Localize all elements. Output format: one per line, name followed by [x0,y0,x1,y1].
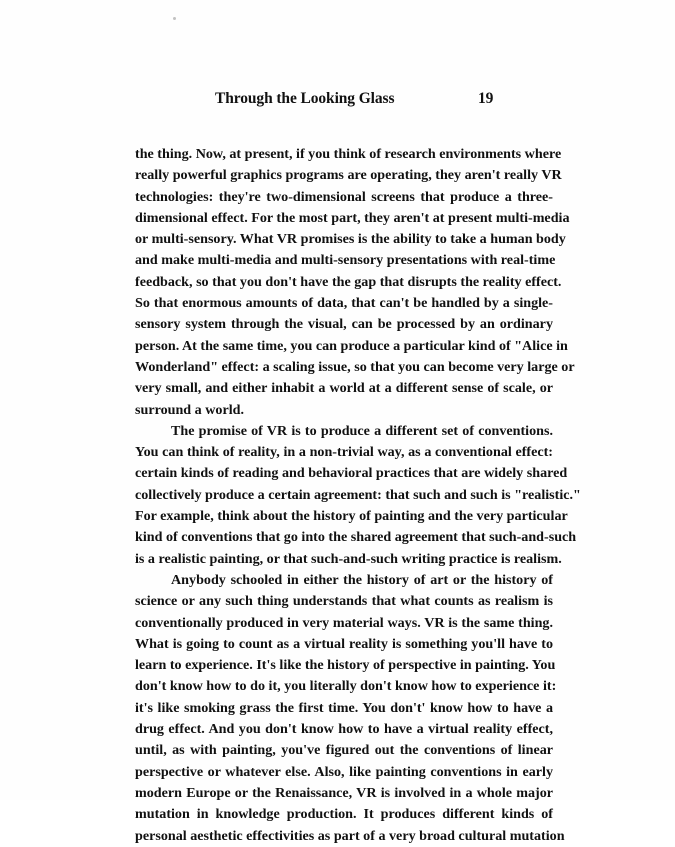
text-line: modern Europe or the Renaissance, VR is involved in a whole major [135,784,553,801]
text-line: Wonderland" effect: a scaling issue, so that you can become very large or [135,358,575,375]
text-line: and make multi-media and multi-sensory presentations with real-time [135,252,556,269]
paragraph-1 [135,144,575,421]
text-line: perspective or whatever else. Also, like painting conventions in early [135,763,553,780]
text-line: For example, think about the history of painting and the very particular [135,508,568,525]
running-head [215,90,495,114]
text-line: What is going to count as a virtual reality is something you'll have to [135,635,553,652]
text-line: collectively produce a certain agreement: that such and such is "realistic." [135,486,581,503]
text-line: kind of conventions that go into the shared agreement that such-and-such [135,529,577,546]
text-line: personal aesthetic effectivities as part of a very broad cultural mutation [135,827,565,844]
text-line: really powerful graphics programs are operating, they aren't really VR [135,167,562,184]
text-line: is a realistic painting, or that such-and-such writing practice is realism. [135,550,562,567]
text-line: Anybody schooled in either the history of art or the history of [171,571,553,588]
text-line: The promise of VR is to produce a different set of conventions. [171,422,553,439]
text-line: it's like smoking grass the first time. You don't' know how to have a [135,699,553,716]
text-line: drug effect. And you don't know how to have a virtual reality effect, [135,721,553,738]
text-line: or multi-sensory. What VR promises is the ability to take a human body [135,231,566,248]
text-line: dimensional effect. For the most part, they aren't at present multi-media [135,209,570,226]
body-text [135,144,581,847]
text-line: sensory system through the visual, can be processed by an ordinary [135,316,553,333]
text-line: technologies: they're two-dimensional screens that produce a three- [135,188,553,205]
text-line: surround a world. [135,401,244,418]
text-line: the thing. Now, at present, if you think of research environments where [135,146,562,162]
scan-speck [173,17,176,20]
text-line: science or any such thing understands that what counts as realism is [135,593,553,610]
text-line: feedback, so that you don't have the gap that disrupts the reality effect. [135,273,562,290]
text-line: person. At the same time, you can produce a particular kind of "Alice in [135,337,568,354]
text-line: don't know how to do it, you literally don't know how to experience it: [135,678,557,695]
text-line: certain kinds of reading and behavioral practices that are widely shared [135,465,568,482]
text-line: learn to experience. It's like the history of perspective in painting. You [135,657,556,674]
running-head-title: Through the Looking Glass [215,90,395,107]
page-number: 19 [478,90,494,107]
paragraph-3 [135,570,565,847]
text-line: conventionally produced in very material ways. VR is the same thing. [135,614,553,631]
text-line: You can think of reality, in a non-trivial way, as a conventional effect: [135,444,553,461]
text-line: So that enormous amounts of data, that can't be handled by a single- [135,295,553,312]
text-line: very small, and either inhabit a world at a different sense of scale, or [135,380,553,397]
text-line: until, as with painting, you've figured out the conventions of linear [135,742,553,759]
paragraph-2 [135,421,581,570]
text-line: mutation in knowledge production. It produces different kinds of [135,806,553,823]
